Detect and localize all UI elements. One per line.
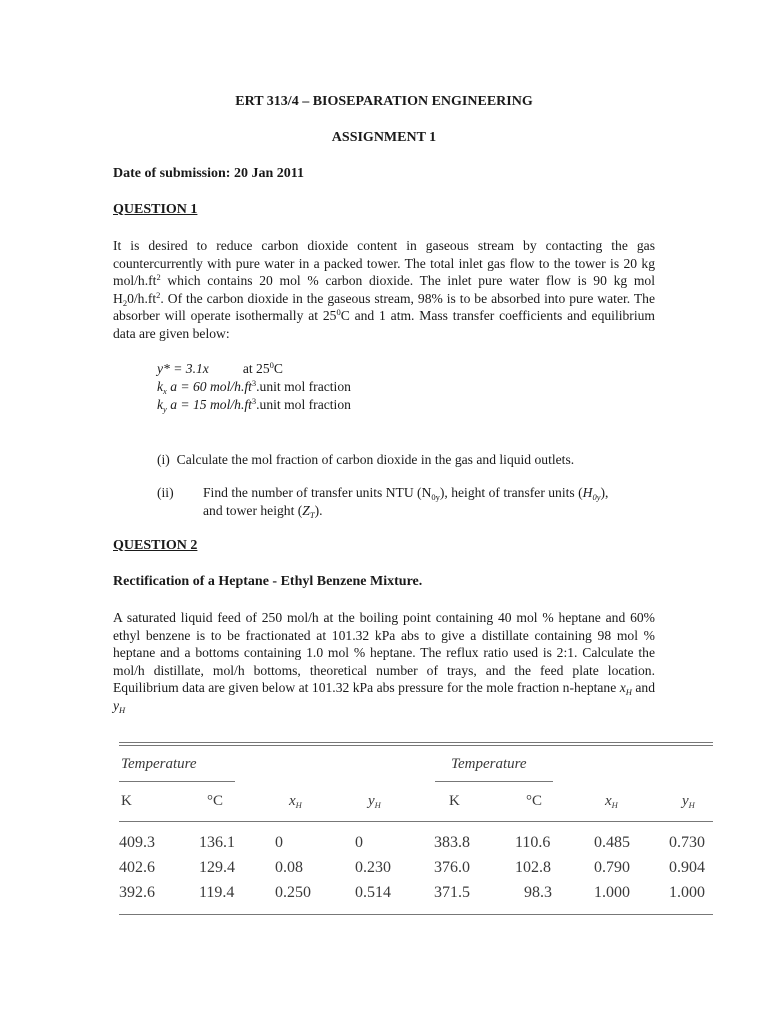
table-cell: 0.08 (275, 859, 303, 876)
table-cell: 371.5 (434, 884, 470, 901)
equilibrium-equations (157, 360, 351, 414)
table-cell: 0.790 (594, 859, 630, 876)
column-header-x-right: $x_H$ (605, 793, 618, 810)
table-cell: 376.0 (434, 859, 470, 876)
table-cell: 0.904 (669, 859, 705, 876)
table-top-rule-2 (119, 745, 713, 746)
equation-kxa: $k_x$ a = 60 mol/$h.ft^3.unit$ mol fraction (157, 378, 351, 396)
table-cell: 0.230 (355, 859, 391, 876)
table-cell: 119.4 (199, 884, 235, 901)
table-cell: 136.1 (199, 834, 235, 851)
column-header-y-right: $y_H$ (682, 793, 695, 810)
column-header-x-left: $x_H$ (289, 793, 302, 810)
table-cell: 383.8 (434, 834, 470, 851)
table-cell: 0.250 (275, 884, 311, 901)
table-cell: 0.730 (669, 834, 705, 851)
temperature-underline-left (119, 781, 235, 782)
question-1-paragraph: It is desired to reduce carbon dioxide content in gaseous stream by contacting the gas countercurrently with pure water in a packed tower. The total inlet gas flow to the tower is 20 kg mol/$h.ft^2$ which contains 20 mol % carbon dioxide. The inlet pure water flow is 90 kg mol $H_20/h.ft^2$. Of the carbon dioxide in the gaseous stream, 98% is to be absorbed into pure water. The absorber will operate isothermally at $25^0C$ and 1 atm. Mass transfer coefficients and equilibrium data are given below: (113, 238, 655, 341)
column-header-c-right: °C (526, 793, 543, 809)
question-1-heading: QUESTION 1 (113, 202, 198, 217)
question-1-item-i: (i) Calculate the mol fraction of carbon dioxide in the gas and liquid outlets. (157, 452, 575, 467)
temperature-header-left: Temperature (121, 756, 197, 772)
question-2-heading: QUESTION 2 (113, 538, 198, 553)
course-title: ERT 313/4 – BIOSEPARATION ENGINEERING (235, 94, 533, 109)
table-cell: 402.6 (119, 859, 155, 876)
table-cell: 0.485 (594, 834, 630, 851)
temperature-header-right: Temperature (451, 756, 527, 772)
question-2-paragraph: A saturated liquid feed of 250 mol/h at the boiling point containing 40 mol % heptane and 60% ethyl benzene is to be fractionated at 101.32 kPa abs to give a distillate containing 98 mol % heptane and a bottoms containing 1.0 mol % heptane. The reflux ratio used is 2:1. Calculate the mol/h distillate, mol/h bottoms, theoretical number of trays, and the feed plate location. Equilibrium data are given below at 101.32 kPa abs pressure for the mole fraction n-heptane $x_H$ and $y_H$ (113, 610, 655, 715)
equation-equilibrium: y* = 3.1x at $25^0C$ (157, 360, 283, 376)
question-1-item-ii-number: (ii) (157, 485, 174, 500)
column-header-y-left: $y_H$ (368, 793, 381, 810)
table-top-rule (119, 742, 713, 743)
question-1-item-ii-line1: Find the number of transfer units NTU $(N_{0y})$, height of transfer units $(H_{0y})$, (203, 485, 609, 502)
table-cell: 129.4 (199, 859, 235, 876)
table-header-rule (119, 821, 713, 822)
equilibrium-data-table (119, 738, 713, 918)
table-cell: 98.3 (524, 884, 552, 901)
column-header-k-left: K (121, 793, 132, 809)
column-header-k-right: K (449, 793, 460, 809)
table-cell: 102.8 (515, 859, 551, 876)
table-cell: 1.000 (594, 884, 630, 901)
table-cell: 392.6 (119, 884, 155, 901)
table-cell: 1.000 (669, 884, 705, 901)
question-1-item-ii-line2: and tower height $(Z_T)$. (203, 503, 323, 520)
column-header-c-left: °C (207, 793, 224, 809)
table-cell: 0 (355, 834, 363, 851)
table-cell: 409.3 (119, 834, 155, 851)
temperature-underline-right (435, 781, 553, 782)
submission-date: Date of submission: 20 Jan 2011 (113, 166, 304, 181)
equation-kya: $k_y$ a = 15 mol/$h.ft^3.unit$ mol fraction (157, 396, 351, 414)
assignment-title: ASSIGNMENT 1 (331, 130, 437, 145)
table-cell: 0.514 (355, 884, 391, 901)
table-cell: 110.6 (515, 834, 551, 851)
table-cell: 0 (275, 834, 283, 851)
question-2-subheading: Rectification of a Heptane - Ethyl Benzene Mixture. (113, 574, 423, 589)
table-bottom-rule (119, 914, 713, 915)
